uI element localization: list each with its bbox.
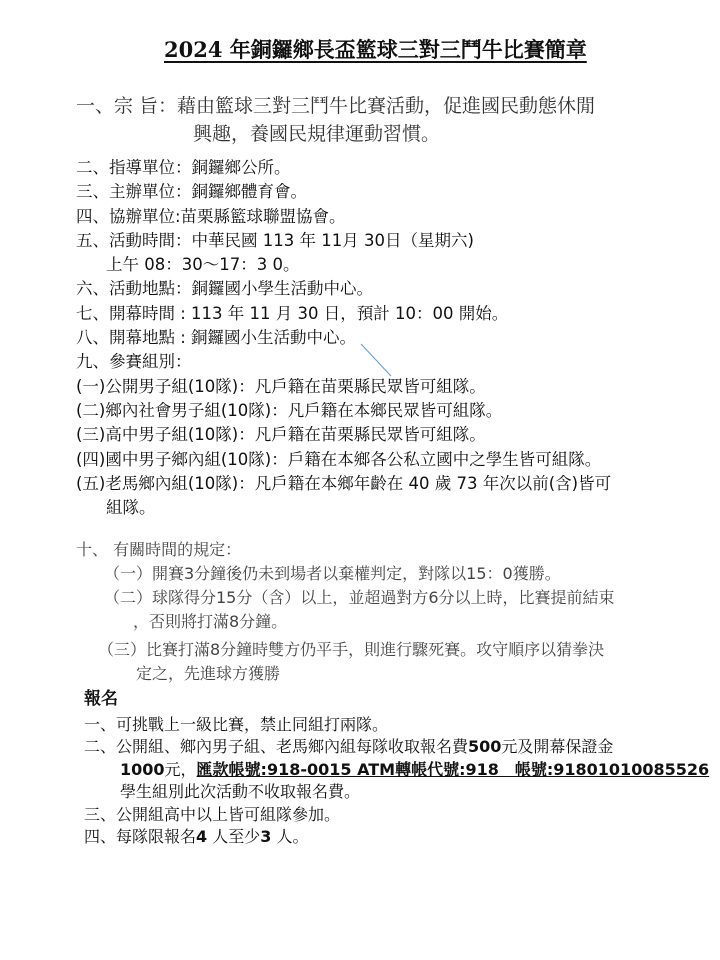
division-junior-high: (四)國中男子鄉內組(10隊)：戶籍在本鄉各公私立國中之學生皆可組隊。 (76, 449, 602, 469)
list-item-event-time: 上午 08：30～17：3 0。 (106, 255, 300, 275)
purpose-section (76, 92, 696, 148)
purpose-line-continued: 興趣，養國民規律運動習慣。 (193, 123, 441, 145)
registration-item-fees: 二、公開組、鄉內男子組、老馬鄉內組每隊收取報名費500元及開幕保證金 (84, 737, 614, 756)
list-item-divisions-heading: 九、參賽組別： (76, 352, 192, 372)
event-details-list (76, 156, 716, 520)
list-item-event-date: 五、活動時間：中華民國 113 年 11月 30日（星期六) (76, 230, 474, 250)
registration-item-fees-continued: 1000元，匯款帳號:918-0015 ATM轉帳代號:918 帳號:91801010085526 (120, 759, 710, 779)
division-veterans-continued: 組隊。 (106, 498, 156, 518)
list-item-co-organizer: 四、協辦單位:苗栗縣籃球聯盟協會。 (76, 206, 346, 226)
registration-item: 一、可挑戰上一級比賽，禁止同組打兩隊。 (84, 714, 389, 734)
division-open-men: (一)公開男子組(10隊)：凡戶籍在苗栗縣民眾皆可組隊。 (76, 376, 486, 396)
bank-account-info: 匯款帳號:918-0015 ATM轉帳代號:918 帳號:91801010085526 (196, 759, 710, 779)
registration-item: 三、公開組高中以上皆可組隊參加。 (84, 804, 341, 824)
purpose-line: 一、宗 旨：藉由籃球三對三鬥牛比賽活動，促進國民動態休閒 (76, 95, 596, 117)
list-item-event-venue: 六、活動地點：銅鑼國小學生活動中心。 (76, 279, 373, 299)
registration-item-student-note: 學生組別此次活動不收取報名費。 (120, 782, 361, 801)
time-rules-section (76, 538, 706, 686)
list-item-opening-venue: 八、開幕地點 : 銅鑼國小生活動中心。 (76, 328, 357, 348)
division-veterans: (五)老馬鄉內組(10隊)：凡戶籍在本鄉年齡在 40 歲 73 年次以前(含)皆可 (76, 473, 612, 493)
rule-item-early-end: （二）球隊得分15分（含）以上，並超過對方6分以上時，比賽提前結束 (104, 588, 615, 607)
page-title: 2024 年銅鑼鄉長盃籃球三對三鬥牛比賽簡章 (164, 37, 587, 62)
rule-item-forfeit: （一）開賽3分鐘後仍未到場者以棄權判定，對隊以15：0獲勝。 (104, 564, 561, 583)
list-item-organizer: 三、主辦單位：銅鑼鄉體育會。 (76, 182, 307, 202)
registration-item-team-size: 四、每隊限報名4 人至少3 人。 (84, 827, 309, 846)
rules-heading: 十、 有關時間的規定： (76, 540, 242, 559)
division-high-school: (三)高中男子組(10隊)：凡戶籍在苗栗縣民眾皆可組隊。 (76, 425, 486, 445)
rule-item-early-end-continued: ，否則將打滿8分鐘。 (133, 612, 288, 631)
registration-section (84, 688, 714, 849)
list-item-opening-time: 七、開幕時間 : 113 年 11 月 30 日，預計 10：00 開始。 (76, 303, 509, 323)
division-local-men: (二)鄉內社會男子組(10隊)：凡戶籍在本鄉民眾皆可組隊。 (76, 400, 503, 420)
rule-item-sudden-death-continued: 定之，先進球方獲勝 (136, 664, 281, 683)
list-item-guidance-unit: 二、指導單位：銅鑼鄉公所。 (76, 158, 291, 177)
rule-item-sudden-death: （三）比賽打滿8分鐘時雙方仍平手，則進行驟死賽。攻守順序以猜拳決 (98, 640, 605, 659)
registration-heading: 報名 (84, 689, 118, 709)
